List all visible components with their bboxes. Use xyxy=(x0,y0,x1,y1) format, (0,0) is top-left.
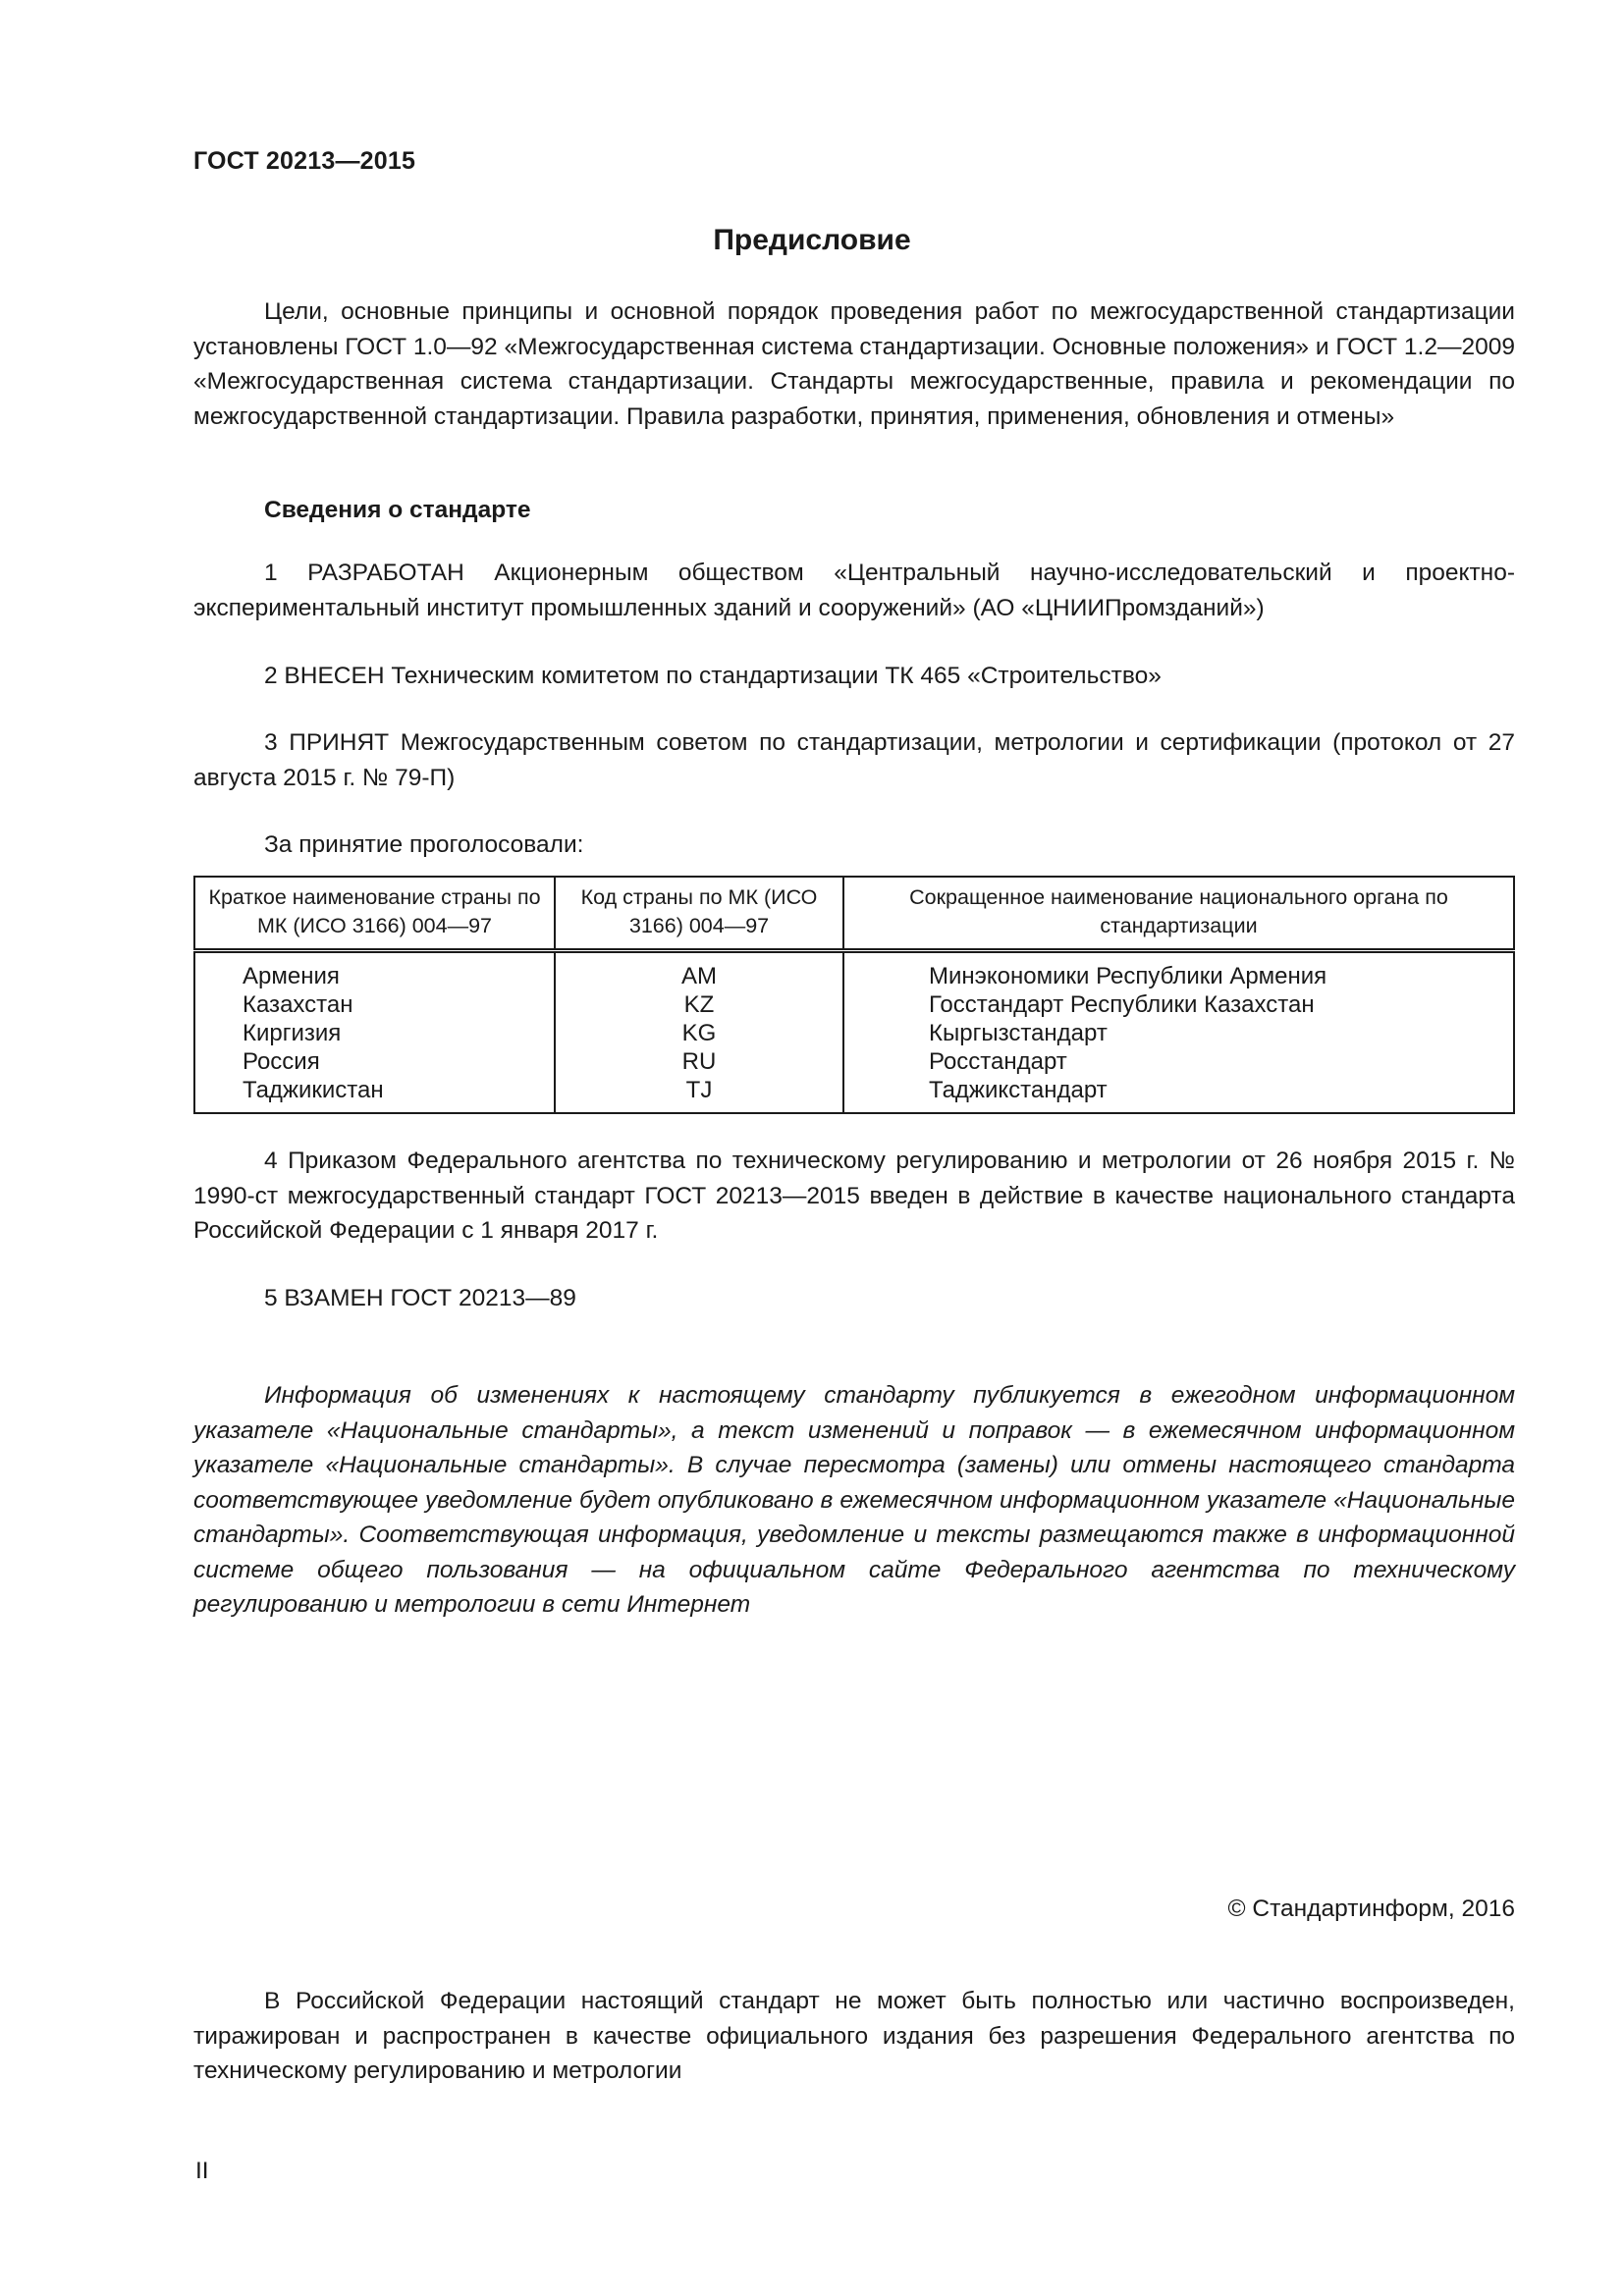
header-national-body: Сокращенное наименование национального органа по стандартизации xyxy=(843,877,1514,951)
changes-notice: Информация об изменениях к настоящему стандарту публикуется в ежегодном информационном указателе «Национальные стандарты», а текст изменений и поправок — в ежемесячном информационном указателе «Национальные стандарты». В случае пересмотра (замены) или отмены настоящего стандарта соответствующее уведомление будет опубликовано в ежемесячном информационном указателе «Национальные стандарты». Соответствующая информация, уведомление и тексты размещаются также в информационной системе общего пользования — на официальном сайте Федерального агентства по техническому регулированию и метрологии в сети Интернет xyxy=(193,1382,1515,1618)
intro-paragraph: Цели, основные принципы и основной порядок проведения работ по межгосударственной стандартизации установлены ГОСТ 1.0—92 «Межгосударственная система стандартизации. Основные положения» и ГОСТ 1.2—2009 «Межгосударственная система стандартизации. Стандарты межгосударственные, правила и рекомендации по межгосударственной стандартизации. Правила разработки, принятия, применения, обновления и отмены» xyxy=(193,298,1515,430)
item-order: 4 Приказом Федерального агентства по техническому регулированию и метрологии от 26 ноября 2015 г. № 1990-ст межгосударственный стандарт ГОСТ 20213—2015 введен в действие в качестве национального стандарта Российской Федерации с 1 января 2017 г. xyxy=(193,1148,1515,1244)
country-code: KZ xyxy=(555,990,843,1019)
country-name: Россия xyxy=(194,1047,555,1076)
copyright: © Стандартинформ, 2016 xyxy=(1227,1896,1515,1922)
country-code: RU xyxy=(555,1047,843,1076)
voting-table xyxy=(193,876,1515,1114)
country-code: TJ xyxy=(555,1076,843,1113)
header-country-code: Код страны по МК (ИСО 3166) 004—97 xyxy=(555,877,843,951)
national-body: Росстандарт xyxy=(843,1047,1514,1076)
country-code: KG xyxy=(555,1019,843,1047)
table-row xyxy=(194,1019,1514,1047)
rights-notice: В Российской Федерации настоящий стандарт не может быть полностью или частично воспроизведен, тиражирован и распространен в качестве официального издания без разрешения Федерального агентства по техническому регулированию и метрологии xyxy=(193,1988,1515,2084)
table-row xyxy=(194,990,1514,1019)
national-body: Минэкономики Республики Армения xyxy=(843,951,1514,991)
country-name: Армения xyxy=(194,951,555,991)
info-heading: Сведения о стандарте xyxy=(264,497,531,523)
page-number: II xyxy=(195,2158,209,2184)
table-row xyxy=(194,951,1514,991)
table-header-row xyxy=(194,877,1514,951)
national-body: Кыргызстандарт xyxy=(843,1019,1514,1047)
table-row xyxy=(194,1047,1514,1076)
country-code: AM xyxy=(555,951,843,991)
national-body: Таджикстандарт xyxy=(843,1076,1514,1113)
country-name: Таджикистан xyxy=(194,1076,555,1113)
page-title: Предисловие xyxy=(713,224,911,256)
item-developed: 1 РАЗРАБОТАН Акционерным обществом «Центральный научно-исследовательский и проектно-экспериментальный институт промышленных зданий и сооружений» (АО «ЦНИИПромзданий») xyxy=(193,560,1515,621)
voted-label: За принятие проголосовали: xyxy=(264,831,584,858)
item-submitted: 2 ВНЕСЕН Техническим комитетом по стандартизации ТК 465 «Строительство» xyxy=(264,663,1162,689)
item-replaces: 5 ВЗАМЕН ГОСТ 20213—89 xyxy=(264,1285,576,1311)
national-body: Госстандарт Республики Казахстан xyxy=(843,990,1514,1019)
country-name: Киргизия xyxy=(194,1019,555,1047)
country-name: Казахстан xyxy=(194,990,555,1019)
table-row xyxy=(194,1076,1514,1113)
document-code: ГОСТ 20213—2015 xyxy=(193,147,416,175)
header-country-name: Краткое наименование страны по МК (ИСО 3166) 004—97 xyxy=(194,877,555,951)
item-adopted: 3 ПРИНЯТ Межгосударственным советом по стандартизации, метрологии и сертификации (протокол от 27 августа 2015 г. № 79-П) xyxy=(193,729,1515,791)
